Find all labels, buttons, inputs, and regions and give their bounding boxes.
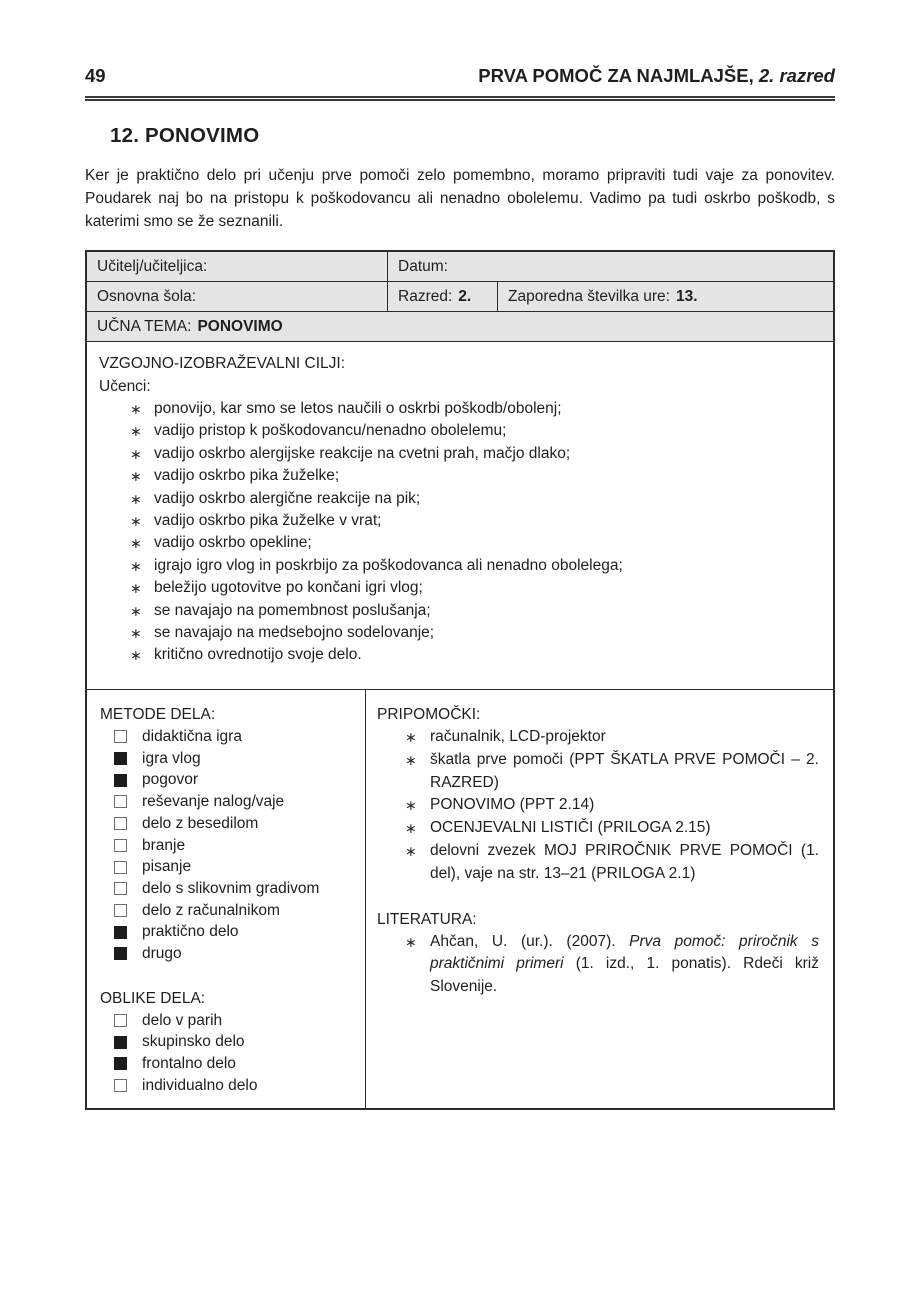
goal-item — [99, 600, 821, 622]
asterisk-bullet-icon: ∗ — [405, 820, 417, 837]
asterisk-bullet-icon: ∗ — [130, 625, 142, 642]
asterisk-bullet-icon: ∗ — [130, 445, 142, 462]
asterisk-bullet-icon: ∗ — [130, 490, 142, 507]
checklist-item — [100, 943, 357, 965]
asterisk-bullet-icon: ∗ — [130, 647, 142, 664]
checklist-item — [100, 1053, 357, 1075]
goal-item — [99, 510, 821, 532]
material-item-text: PONOVIMO (PPT 2.14) — [430, 796, 595, 814]
teacher-cell: Učitelj/učiteljica: — [87, 252, 387, 281]
checklist-item — [100, 900, 357, 922]
goal-item — [99, 555, 821, 577]
checkbox-unchecked-icon — [114, 839, 127, 852]
material-item — [377, 840, 819, 886]
literature-item — [377, 931, 819, 999]
checklist-item — [100, 1075, 357, 1097]
checkbox-unchecked-icon — [114, 1079, 127, 1092]
goal-item — [99, 577, 821, 599]
page-number: 49 — [85, 65, 106, 86]
goal-item-text: vadijo oskrbo opekline; — [154, 534, 312, 552]
goal-item — [99, 443, 821, 465]
literature-segment-italic: Prva pomoč: priročnik s praktičnimi primeri — [430, 932, 819, 973]
table-row-school-grade — [87, 282, 833, 312]
lesson-plan-table — [85, 250, 835, 1110]
materials-list — [377, 726, 819, 886]
section-title: 12. PONOVIMO — [110, 124, 260, 147]
running-title: PRVA POMOČ ZA NAJMLAJŠE, 2. razred — [478, 65, 835, 86]
grade-cell: Razred: 2. — [387, 282, 497, 311]
checklist-item — [100, 835, 357, 857]
goals-list — [99, 398, 821, 667]
date-cell: Datum: — [387, 252, 833, 281]
checklist-item — [100, 748, 357, 770]
checklist-item-label: delo z računalnikom — [142, 901, 280, 919]
material-item — [377, 794, 819, 817]
goal-item — [99, 488, 821, 510]
material-item-text: škatla prve pomoči (PPT ŠKATLA PRVE POMOČI – 2. RAZRED) — [430, 750, 819, 791]
material-item — [377, 726, 819, 749]
literature-segment: Ahčan, U. (ur.). (2007). — [430, 932, 630, 950]
literature-title: LITERATURA: — [377, 910, 477, 928]
methods-materials-section — [87, 690, 833, 1108]
checkbox-unchecked-icon — [114, 882, 127, 895]
goal-item — [99, 532, 821, 554]
goal-item-text: beležijo ugotovitve po končani igri vlog; — [154, 579, 423, 597]
asterisk-bullet-icon: ∗ — [405, 797, 417, 814]
goals-subtitle: Učenci: — [99, 378, 151, 395]
goal-item-text: igrajo igro vlog in poskrbijo za poškodovanca ali nenadno obolelega; — [154, 556, 623, 574]
running-title-italic: 2. razred — [753, 65, 835, 86]
checklist-item-label: frontalno delo — [142, 1055, 236, 1073]
checklist-item — [100, 856, 357, 878]
checklist-item-label: didaktična igra — [142, 728, 242, 745]
table-row-teacher-date — [87, 252, 833, 282]
checklist-item-label: delo z besedilom — [142, 814, 259, 832]
checkbox-checked-icon — [114, 752, 127, 765]
asterisk-bullet-icon: ∗ — [405, 751, 417, 768]
checklist-item — [100, 813, 357, 835]
checklist-item — [100, 1031, 357, 1053]
checkbox-checked-icon — [114, 926, 127, 939]
material-item-text: OCENJEVALNI LISTIČI (PRILOGA 2.15) — [430, 819, 711, 837]
asterisk-bullet-icon: ∗ — [130, 557, 142, 574]
header-rule — [85, 96, 835, 101]
checkbox-unchecked-icon — [114, 730, 127, 743]
table-row-topic — [87, 312, 833, 342]
checklist-item — [100, 726, 357, 748]
goal-item-text: vadijo oskrbo pika žuželke v vrat; — [154, 512, 382, 530]
forms-checklist — [100, 1010, 357, 1097]
asterisk-bullet-icon: ∗ — [130, 513, 142, 530]
goal-item — [99, 420, 821, 442]
methods-column — [87, 690, 366, 1108]
checklist-item-label: praktično delo — [142, 923, 239, 941]
asterisk-bullet-icon: ∗ — [130, 580, 142, 597]
checklist-item-label: individualno delo — [142, 1076, 258, 1094]
goal-item-text: vadijo oskrbo alergijske reakcije na cvetni prah, mačjo dlako; — [154, 444, 571, 462]
checklist-item-label: skupinsko delo — [142, 1033, 245, 1051]
goal-item-text: se navajajo na medsebojno sodelovanje; — [154, 624, 435, 642]
school-cell: Osnovna šola: — [87, 282, 387, 311]
goal-item-text: kritično ovrednotijo svoje delo. — [154, 646, 362, 664]
asterisk-bullet-icon: ∗ — [130, 423, 142, 440]
checkbox-unchecked-icon — [114, 795, 127, 808]
asterisk-bullet-icon: ∗ — [130, 401, 142, 417]
asterisk-bullet-icon: ∗ — [130, 468, 142, 485]
goal-item — [99, 644, 821, 666]
page-header — [85, 64, 835, 88]
literature-item-text — [430, 931, 819, 999]
asterisk-bullet-icon: ∗ — [405, 933, 417, 950]
checklist-item-label: pisanje — [142, 858, 192, 876]
checklist-item — [100, 1010, 357, 1032]
checkbox-unchecked-icon — [114, 817, 127, 830]
checklist-item-label: drugo — [142, 945, 182, 963]
checklist-item — [100, 791, 357, 813]
checklist-item-label: branje — [142, 836, 186, 854]
checklist-item — [100, 921, 357, 943]
asterisk-bullet-icon: ∗ — [130, 535, 142, 552]
grade-value: 2. — [458, 287, 472, 305]
material-item-text: delovni zvezek MOJ PRIROČNIK PRVE POMOČI (1. del), vaje na str. 13–21 (PRILOGA 2.1) — [430, 841, 819, 882]
goals-section — [87, 342, 833, 690]
goal-item — [99, 622, 821, 644]
checklist-item-label: delo v parih — [142, 1011, 223, 1029]
checkbox-checked-icon — [114, 1057, 127, 1070]
lesson-number-cell: Zaporedna številka ure: 13. — [497, 282, 833, 311]
checklist-item-label: reševanje nalog/vaje — [142, 793, 285, 811]
checkbox-unchecked-icon — [114, 1014, 127, 1027]
goal-item-text: vadijo oskrbo pika žuželke; — [154, 467, 340, 485]
topic-value: PONOVIMO — [197, 317, 283, 335]
checklist-item-label: igra vlog — [142, 749, 201, 767]
topic-cell: UČNA TEMA: PONOVIMO — [87, 312, 833, 341]
literature-list — [377, 931, 819, 999]
literature-segment: (1. izd., 1. ponatis). Rdeči križ Slovenije. — [430, 955, 819, 996]
checklist-item — [100, 878, 357, 900]
goal-item — [99, 398, 821, 420]
goal-item-text: vadijo oskrbo alergične reakcije na pik; — [154, 489, 421, 507]
goal-item — [99, 465, 821, 487]
checkbox-checked-icon — [114, 1036, 127, 1049]
forms-title: OBLIKE DELA: — [100, 989, 206, 1007]
checklist-item-label: delo s slikovnim gradivom — [142, 879, 320, 897]
goals-title: VZGOJNO-IZOBRAŽEVALNI CILJI: — [99, 355, 346, 372]
checkbox-checked-icon — [114, 947, 127, 960]
methods-title: METODE DELA: — [100, 706, 216, 723]
asterisk-bullet-icon: ∗ — [405, 729, 417, 745]
methods-checklist — [100, 726, 357, 965]
materials-column — [366, 690, 833, 1108]
checkbox-unchecked-icon — [114, 861, 127, 874]
checkbox-checked-icon — [114, 774, 127, 787]
lesson-number-value: 13. — [675, 287, 698, 305]
asterisk-bullet-icon: ∗ — [130, 602, 142, 619]
material-item — [377, 749, 819, 795]
material-item-text: računalnik, LCD-projektor — [430, 728, 606, 745]
intro-paragraph: Ker je praktično delo pri učenju prve pomoči zelo pomembno, moramo pripraviti tudi vaje za ponovitev. Poudarek naj bo na pristopu k poškodovancu ali nenadno obolelemu. Vadimo pa tudi oskrbo poškodb, s katerimi smo se že seznanili. — [85, 167, 835, 230]
checkbox-unchecked-icon — [114, 904, 127, 917]
asterisk-bullet-icon: ∗ — [405, 842, 417, 859]
goal-item-text: vadijo pristop k poškodovancu/nenadno obolelemu; — [154, 422, 507, 440]
goal-item-text: ponovijo, kar smo se letos naučili o oskrbi poškodb/obolenj; — [154, 400, 562, 417]
materials-title: PRIPOMOČKI: — [377, 706, 481, 723]
checklist-item-label: pogovor — [142, 771, 199, 789]
goal-item-text: se navajajo na pomembnost poslušanja; — [154, 601, 431, 619]
material-item — [377, 817, 819, 840]
checklist-item — [100, 769, 357, 791]
